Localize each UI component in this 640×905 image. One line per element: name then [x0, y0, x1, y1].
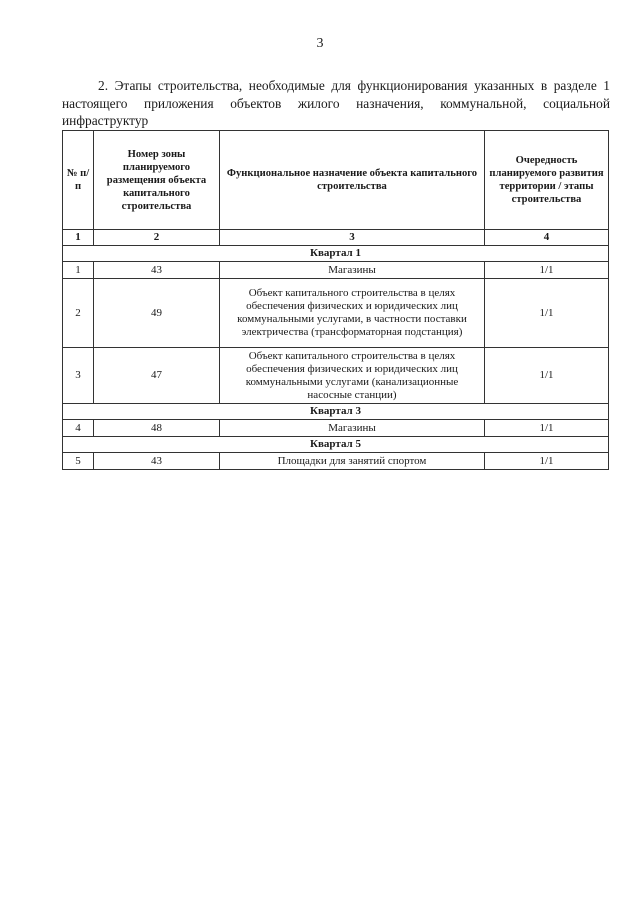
column-number: 1 — [63, 230, 94, 246]
cell-zone: 43 — [94, 262, 220, 279]
intro-paragraph: 2. Этапы строительства, необходимые для функционирования указанных в разделе 1 настоящего приложения объектов жилого назначения, коммунальной, социальной инфраструктур — [62, 78, 610, 129]
page-number: 3 — [316, 36, 324, 51]
column-number: 3 — [220, 230, 485, 246]
header-number: № п/п — [63, 131, 94, 230]
table-row — [63, 420, 609, 437]
column-number-row — [63, 230, 609, 246]
cell-stage: 1/1 — [485, 279, 609, 348]
cell-number: 2 — [63, 279, 94, 348]
section-row — [63, 246, 609, 262]
header-stage: Очередность планируемого развития территории / этапы строительства — [485, 131, 609, 230]
cell-stage: 1/1 — [485, 453, 609, 470]
stages-table — [62, 130, 609, 470]
cell-purpose: Магазины — [220, 262, 485, 279]
header-zone: Номер зоны планируемого размещения объекта капитального строительства — [94, 131, 220, 230]
cell-number: 1 — [63, 262, 94, 279]
section-title: Квартал 1 — [63, 246, 609, 262]
cell-purpose: Объект капитального строительства в целях обеспечения физических и юридических лиц коммунальными услугами (канализационные насосные станции) — [220, 348, 485, 404]
section-title: Квартал 3 — [63, 404, 609, 420]
cell-number: 4 — [63, 420, 94, 437]
cell-purpose: Площадки для занятий спортом — [220, 453, 485, 470]
section-title: Квартал 5 — [63, 437, 609, 453]
section-row — [63, 437, 609, 453]
cell-stage: 1/1 — [485, 262, 609, 279]
column-number: 4 — [485, 230, 609, 246]
cell-number: 3 — [63, 348, 94, 404]
table-row — [63, 348, 609, 404]
column-number: 2 — [94, 230, 220, 246]
section-row — [63, 404, 609, 420]
table-row — [63, 279, 609, 348]
table-row — [63, 453, 609, 470]
cell-stage: 1/1 — [485, 348, 609, 404]
cell-number: 5 — [63, 453, 94, 470]
cell-purpose: Магазины — [220, 420, 485, 437]
table-row — [63, 262, 609, 279]
header-purpose: Функциональное назначение объекта капитального строительства — [220, 131, 485, 230]
table-header-row — [63, 131, 609, 230]
cell-zone: 47 — [94, 348, 220, 404]
cell-zone: 49 — [94, 279, 220, 348]
cell-stage: 1/1 — [485, 420, 609, 437]
cell-zone: 43 — [94, 453, 220, 470]
cell-zone: 48 — [94, 420, 220, 437]
cell-purpose: Объект капитального строительства в целях обеспечения физических и юридических лиц коммунальными услугами, в частности поставки электричества (трансформаторная подстанция) — [220, 279, 485, 348]
